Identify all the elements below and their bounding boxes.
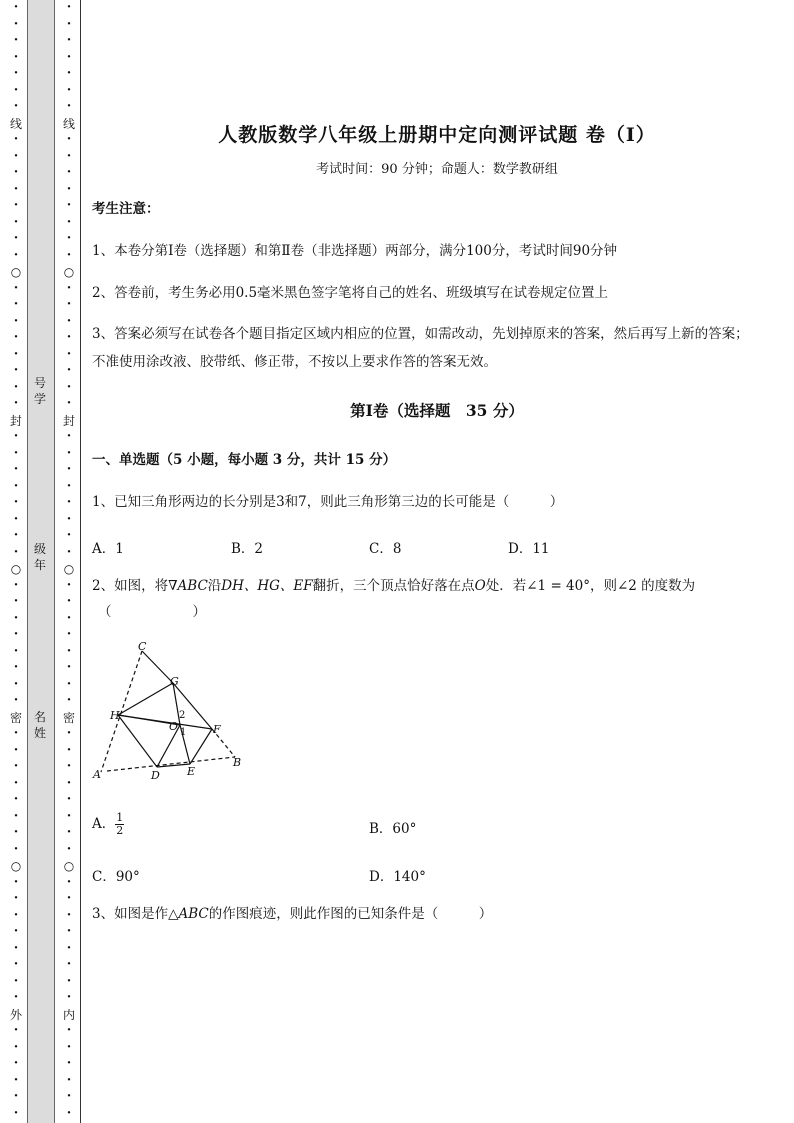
binding-dot: ·	[66, 379, 72, 395]
edge-gf	[173, 683, 212, 729]
q1-option-a: A．1	[92, 541, 124, 557]
q2-figure	[92, 638, 262, 788]
binding-dot: ·	[13, 379, 19, 395]
binding-seal-label: 封	[62, 413, 75, 428]
fold-dh	[118, 715, 157, 767]
binding-dot: ·	[13, 297, 19, 312]
binding-rule	[80, 0, 81, 1123]
binding-dot: ·	[13, 742, 19, 758]
label-f: F	[213, 723, 221, 736]
binding-dot: ·	[66, 775, 72, 791]
binding-dot: ·	[13, 1039, 19, 1055]
binding-dot: ·	[13, 445, 19, 461]
binding-dot: ·	[66, 33, 72, 48]
binding-dot: ·	[13, 891, 19, 906]
q3-stem-part-b: 的作图痕迹，则此作图的已知条件是（ ）	[208, 906, 493, 922]
binding-dot: ·	[66, 874, 72, 890]
binding-dot: ·	[66, 165, 72, 180]
q2-stem	[92, 572, 752, 600]
q1-option-d: D．11	[508, 541, 550, 557]
binding-dot: ·	[66, 511, 72, 527]
binding-dot: ·	[13, 1056, 19, 1071]
binding-dot: ·	[66, 973, 72, 989]
binding-dot: ·	[13, 544, 19, 560]
q3-triangle: ABC	[178, 906, 209, 922]
binding-dot: ·	[66, 231, 72, 246]
exam-page	[92, 0, 782, 1123]
binding-dot: ·	[66, 660, 72, 675]
binding-dot: ·	[66, 16, 72, 32]
binding-dot: ·	[13, 990, 19, 1005]
q2-option-b: B．60°	[369, 821, 417, 837]
q2-fold-lines: DH、HG、EF	[221, 578, 313, 594]
fraction-denominator: 2	[116, 824, 124, 837]
binding-dot: ·	[13, 775, 19, 791]
binding-dot: ·	[13, 313, 19, 329]
binding-dot: ·	[13, 181, 19, 197]
name-label: 名姓	[33, 710, 46, 740]
binding-seal-label: 外	[9, 1007, 22, 1022]
binding-dot: ·	[13, 247, 19, 263]
angle-2-label: 2	[179, 710, 186, 721]
binding-dot: ·	[13, 676, 19, 692]
q2-stem-part-d: 处．若∠1 = 40°，则∠2 的度数为	[485, 578, 696, 594]
fraction-numerator: 1	[116, 811, 124, 824]
label-b: B	[233, 756, 242, 769]
binding-dot: ·	[66, 1023, 72, 1038]
binding-dot: ·	[66, 742, 72, 758]
binding-dot: ·	[66, 49, 72, 65]
binding-dot: ·	[66, 363, 72, 378]
label-e: E	[187, 765, 196, 778]
binding-dot: ·	[13, 726, 19, 741]
binding-dot: ·	[66, 214, 72, 230]
binding-dot: ·	[13, 132, 19, 147]
binding-dot: ·	[66, 792, 72, 807]
q2-option-c: C．90°	[92, 869, 140, 885]
q1-option-c: C．8	[369, 541, 402, 557]
binding-dot: ·	[66, 693, 72, 708]
binding-dot: ·	[13, 511, 19, 527]
binding-seal-label: 封	[9, 413, 22, 428]
notice-item-3: 3、答案必须写在试卷各个题目指定区域内相应的位置，如需改动，先划掉原来的答案，然后再写上新的答案；不准使用涂改液、胶带纸、修正带，不按以上要求作答的答案无效。	[92, 326, 749, 370]
q2-option-a	[92, 812, 124, 837]
binding-seal-label: ○	[10, 265, 22, 279]
binding-dot: ·	[13, 874, 19, 890]
edge-de	[157, 764, 190, 767]
binding-dot: ·	[66, 676, 72, 692]
binding-seal-label: ○	[10, 859, 22, 873]
binding-dot: ·	[66, 528, 72, 543]
binding-dot: ·	[66, 313, 72, 329]
binding-dots-outer	[9, 0, 23, 1122]
binding-dot: ·	[66, 759, 72, 774]
label-g: G	[170, 675, 179, 688]
binding-dot: ·	[13, 231, 19, 246]
notice-item-1: 1、本卷分第Ⅰ卷（选择题）和第Ⅱ卷（非选择题）两部分，满分100分，考试时间90分钟	[92, 243, 618, 259]
binding-seal-label: 线	[9, 116, 22, 131]
edge-ab	[107, 757, 235, 771]
binding-dot: ·	[13, 330, 19, 345]
binding-dot: ·	[13, 825, 19, 840]
binding-dot: ·	[13, 1072, 19, 1088]
binding-dot: ·	[66, 247, 72, 263]
binding-dot: ·	[66, 462, 72, 477]
binding-dot: ·	[13, 1105, 19, 1121]
binding-dot: ·	[66, 1105, 72, 1121]
fold-ef	[190, 729, 212, 764]
q2-triangle: ∇ABC	[168, 578, 208, 594]
binding-dot: ·	[13, 429, 19, 444]
binding-dot: ·	[66, 841, 72, 857]
binding-dot: ·	[13, 627, 19, 642]
q3-stem-part-a: 3、如图是作△	[92, 906, 179, 922]
binding-dot: ·	[66, 429, 72, 444]
binding-dot: ·	[66, 132, 72, 147]
angle-1-label: 1	[180, 727, 187, 738]
q2-stem-part-c: 翻折，三个顶点恰好落在点	[312, 578, 475, 594]
binding-dot: ·	[13, 924, 19, 939]
binding-dot: ·	[66, 924, 72, 939]
binding-dot: ·	[13, 33, 19, 48]
binding-dot: ·	[66, 544, 72, 560]
binding-dot: ·	[66, 82, 72, 98]
binding-dot: ·	[66, 610, 72, 626]
binding-dot: ·	[13, 907, 19, 923]
binding-dot: ·	[66, 957, 72, 972]
binding-dot: ·	[13, 594, 19, 609]
binding-seal-label: 密	[9, 710, 22, 725]
binding-dot: ·	[66, 297, 72, 312]
label-h: H	[110, 709, 120, 722]
binding-dot: ·	[66, 478, 72, 494]
q2-option-a-prefix: A．	[92, 816, 116, 832]
section-heading: 一、单选题（5 小题，每小题 3 分，共计 15 分）	[92, 452, 397, 468]
binding-dot: ·	[13, 396, 19, 411]
edge-ca	[101, 651, 142, 772]
binding-dot: ·	[13, 940, 19, 956]
binding-dot: ·	[66, 726, 72, 741]
binding-dot: ·	[13, 973, 19, 989]
binding-dot: ·	[66, 990, 72, 1005]
binding-dot: ·	[66, 808, 72, 824]
binding-dot: ·	[66, 1056, 72, 1071]
binding-dot: ·	[66, 940, 72, 956]
label-d: D	[151, 769, 160, 782]
binding-dot: ·	[13, 66, 19, 81]
q2-point-o: O	[474, 578, 486, 594]
binding-dot: ·	[66, 577, 72, 593]
binding-dot: ·	[13, 49, 19, 65]
binding-dot: ·	[13, 1089, 19, 1104]
binding-dot: ·	[66, 198, 72, 213]
binding-dot: ·	[13, 280, 19, 296]
q2-option-d: D．140°	[369, 869, 426, 885]
binding-dot: ·	[13, 759, 19, 774]
q2-answer-paren: （ ）	[98, 604, 206, 620]
grade-label: 级年	[33, 542, 46, 572]
binding-dot: ·	[13, 957, 19, 972]
binding-seal-label: ○	[63, 562, 75, 576]
binding-dot: ·	[66, 396, 72, 411]
q2-stem-part-a: 2、如图，将	[92, 578, 169, 594]
binding-seal-label: ○	[63, 265, 75, 279]
binding-dot: ·	[66, 1039, 72, 1055]
binding-dot: ·	[13, 99, 19, 114]
binding-dot: ·	[66, 346, 72, 362]
binding-dot: ·	[66, 627, 72, 642]
binding-dot: ·	[66, 99, 72, 114]
binding-dot: ·	[13, 198, 19, 213]
q2-option-a-fraction	[115, 812, 124, 837]
binding-dot: ·	[66, 0, 72, 15]
binding-dot: ·	[66, 825, 72, 840]
binding-dot: ·	[13, 462, 19, 477]
binding-dot: ·	[13, 148, 19, 164]
page-subtitle: 考试时间：90 分钟；命题人：数学教研组	[316, 162, 558, 177]
binding-dot: ·	[66, 1089, 72, 1104]
binding-dot: ·	[13, 693, 19, 708]
binding-dot: ·	[66, 148, 72, 164]
binding-dot: ·	[66, 891, 72, 906]
part1-title: 第Ⅰ卷（选择题 35 分）	[350, 401, 524, 420]
binding-seal-label: 线	[62, 116, 75, 131]
binding-dot: ·	[13, 643, 19, 659]
q2-stem-part-b: 沿	[207, 578, 222, 594]
label-c: C	[138, 640, 147, 653]
binding-dot: ·	[13, 82, 19, 98]
q3-stem	[92, 900, 752, 928]
binding-dot: ·	[66, 445, 72, 461]
binding-seal-label: ○	[10, 562, 22, 576]
binding-dot: ·	[66, 280, 72, 296]
binding-dot: ·	[13, 528, 19, 543]
binding-dot: ·	[66, 181, 72, 197]
binding-dot: ·	[13, 214, 19, 230]
label-o: O	[169, 720, 179, 733]
binding-seal-label: ○	[63, 859, 75, 873]
binding-dots-inner	[62, 0, 76, 1122]
binding-dot: ·	[13, 1023, 19, 1038]
binding-dot: ·	[13, 792, 19, 807]
binding-dot: ·	[13, 346, 19, 362]
binding-dot: ·	[13, 165, 19, 180]
q1-stem: 1、已知三角形两边的长分别是3和7，则此三角形第三边的长可能是（ ）	[92, 494, 564, 510]
binding-dot: ·	[13, 808, 19, 824]
q1-option-b: B．2	[231, 541, 264, 557]
student-id-label: 号学	[33, 376, 46, 406]
edge-cg	[142, 651, 173, 683]
binding-dot: ·	[66, 643, 72, 659]
binding-dot: ·	[13, 478, 19, 494]
label-a: A	[93, 768, 101, 781]
binding-dot: ·	[66, 495, 72, 510]
page-title: 人教版数学八年级上册期中定向测评试题 卷（Ⅰ）	[218, 124, 656, 146]
binding-seal-label: 密	[62, 710, 75, 725]
binding-dot: ·	[66, 594, 72, 609]
binding-dot: ·	[13, 0, 19, 15]
binding-dot: ·	[13, 16, 19, 32]
notice-heading: 考生注意：	[92, 201, 160, 217]
binding-dot: ·	[66, 907, 72, 923]
binding-dot: ·	[13, 577, 19, 593]
binding-dot: ·	[13, 660, 19, 675]
notice-item-2: 2、答卷前，考生务必用0.5毫米黑色签字笔将自己的姓名、班级填写在试卷规定位置上	[92, 285, 609, 301]
binding-dot: ·	[66, 1072, 72, 1088]
binding-dot: ·	[66, 66, 72, 81]
binding-dot: ·	[13, 841, 19, 857]
binding-dot: ·	[13, 495, 19, 510]
binding-seal-label: 内	[62, 1007, 75, 1022]
binding-margin	[0, 0, 82, 1123]
binding-dot: ·	[13, 363, 19, 378]
binding-dot: ·	[66, 330, 72, 345]
binding-dot: ·	[13, 610, 19, 626]
